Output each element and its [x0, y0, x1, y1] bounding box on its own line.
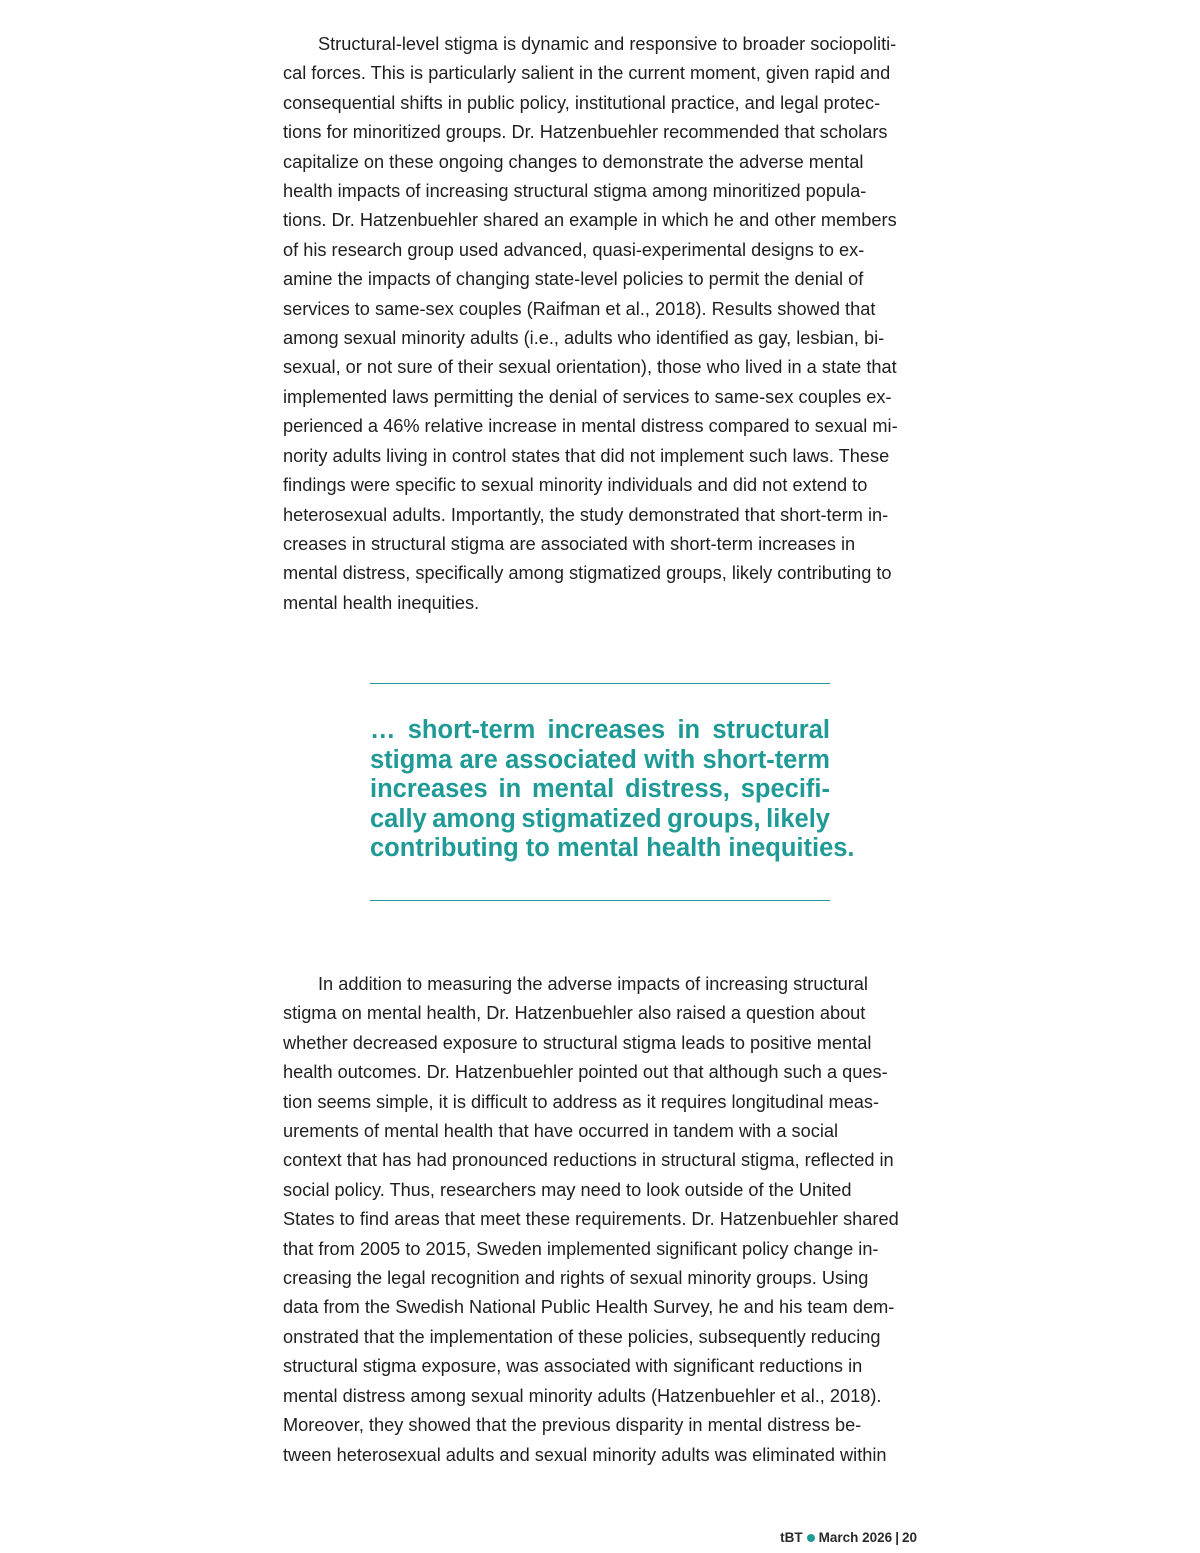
page-number: 20	[901, 1530, 917, 1545]
article-paragraph-2	[283, 970, 918, 1470]
paragraph-line: implemented laws permitting the denial of services to same-sex couples ex-	[283, 386, 892, 407]
pull-quote-line	[370, 746, 830, 776]
pull-quote-word: increases	[370, 775, 488, 803]
paragraph-line: findings were specific to sexual minority individuals and did not extend to	[283, 475, 868, 496]
paragraph-line: structural stigma exposure, was associated with significant reductions in	[283, 1356, 863, 1377]
pull-quote-line	[370, 775, 830, 805]
paragraph-line: mental distress, specifically among stigmatized groups, likely contributing to	[283, 563, 892, 584]
paragraph-line: social policy. Thus, researchers may need to look outside of the United	[283, 1179, 852, 1200]
paragraph-line: mental health inequities.	[283, 592, 480, 613]
paragraph-line: tween heterosexual adults and sexual minority adults was eliminated within	[283, 1444, 887, 1465]
paragraph-line: creasing the legal recognition and rights of sexual minority groups. Using	[283, 1268, 869, 1289]
pull-quote	[370, 716, 855, 864]
paragraph-line: States to find areas that meet these requirements. Dr. Hatzenbuehler shared	[283, 1209, 899, 1230]
footer-separator: |	[895, 1530, 899, 1545]
bullet-dot-icon	[807, 1534, 815, 1542]
paragraph-line: health outcomes. Dr. Hatzenbuehler pointed out that although such a ques-	[283, 1062, 888, 1083]
pull-quote-word: in	[498, 775, 522, 803]
paragraph-line: consequential shifts in public policy, institutional practice, and legal protec-	[283, 92, 881, 113]
pull-quote-word: specifi-	[740, 775, 830, 803]
pull-quote-word: mental	[531, 775, 615, 803]
paragraph-line: creases in structural stigma are associated with short-term increases in	[283, 533, 856, 554]
paragraph-line: tion seems simple, it is difficult to address as it requires longitudinal meas-	[283, 1091, 880, 1112]
paragraph-line: Structural-level stigma is dynamic and responsive to broader sociopoliti-	[318, 34, 897, 54]
paragraph-line: heterosexual adults. Importantly, the study demonstrated that short-term in-	[283, 504, 889, 525]
paragraph-line: whether decreased exposure to structural stigma leads to positive mental	[283, 1032, 872, 1053]
pull-quote-word: increases	[547, 716, 666, 744]
pull-quote-word: short-term	[702, 745, 830, 774]
paragraph-line: In addition to measuring the adverse impacts of increasing structural	[318, 974, 868, 994]
pull-quote-word: groups,	[667, 804, 761, 833]
pull-quote-word: short-term	[407, 716, 536, 744]
pull-quote-rule-top	[370, 683, 830, 684]
paragraph-line: nority adults living in control states that did not implement such laws. These	[283, 445, 890, 466]
pull-quote-word: in	[677, 716, 701, 744]
paragraph-line: services to same-sex couples (Raifman et al., 2018). Results showed that	[283, 298, 876, 319]
paragraph-line: cal forces. This is particularly salient in the current moment, given rapid and	[283, 63, 891, 84]
paragraph-line: health impacts of increasing structural stigma among minoritized popula-	[283, 181, 867, 202]
pull-quote-word: with	[644, 745, 696, 774]
pull-quote-word: stigmatized	[521, 804, 662, 833]
pull-quote-word: associated	[505, 745, 637, 774]
pull-quote-word: contributing to mental health inequities.	[370, 834, 855, 862]
paragraph-line: perienced a 46% relative increase in mental distress compared to sexual mi-	[283, 416, 898, 437]
pull-quote-line	[370, 716, 830, 746]
paragraph-line: tions for minoritized groups. Dr. Hatzenbuehler recommended that scholars	[283, 122, 888, 143]
paragraph-line: Moreover, they showed that the previous disparity in mental distress be-	[283, 1415, 862, 1436]
paragraph-line: sexual, or not sure of their sexual orientation), those who lived in a state that	[283, 357, 897, 378]
pull-quote-rule-bottom	[370, 900, 830, 901]
paragraph-line: tions. Dr. Hatzenbuehler shared an example in which he and other members	[283, 210, 897, 231]
paragraph-line: urements of mental health that have occurred in tandem with a social	[283, 1121, 839, 1142]
pull-quote-word: structural	[712, 716, 830, 744]
pull-quote-word: likely	[766, 804, 830, 833]
article-paragraph-1	[283, 30, 918, 618]
paragraph-line: mental distress among sexual minority adults (Hatzenbuehler et al., 2018).	[283, 1385, 882, 1406]
paragraph-line: context that has had pronounced reductions in structural stigma, reflected in	[283, 1150, 894, 1171]
paragraph-line: capitalize on these ongoing changes to demonstrate the adverse mental	[283, 151, 864, 172]
page-footer	[780, 1530, 917, 1545]
pull-quote-word: stigma	[370, 745, 453, 774]
paragraph-line: amine the impacts of changing state-level policies to permit the denial of	[283, 269, 864, 290]
pull-quote-line	[370, 805, 830, 835]
paragraph-line: of his research group used advanced, quasi-experimental designs to ex-	[283, 239, 865, 260]
paragraph-line: onstrated that the implementation of these policies, subsequently reducing	[283, 1326, 881, 1347]
pull-quote-word: are	[459, 745, 498, 774]
paragraph-line: that from 2005 to 2015, Sweden implemented significant policy change in-	[283, 1238, 879, 1259]
pull-quote-line	[370, 834, 855, 864]
pull-quote-word: among	[432, 804, 516, 833]
issue-date: March 2026	[818, 1530, 893, 1545]
paragraph-line: among sexual minority adults (i.e., adults who identified as gay, lesbian, bi-	[283, 328, 885, 349]
pull-quote-word: distress,	[625, 775, 730, 803]
paragraph-line: stigma on mental health, Dr. Hatzenbuehler also raised a question about	[283, 1003, 866, 1024]
pull-quote-word: …	[370, 716, 396, 744]
publication-name: tBT	[780, 1530, 803, 1545]
paragraph-line: data from the Swedish National Public Health Survey, he and his team dem-	[283, 1297, 895, 1318]
pull-quote-word: cally	[370, 804, 427, 833]
